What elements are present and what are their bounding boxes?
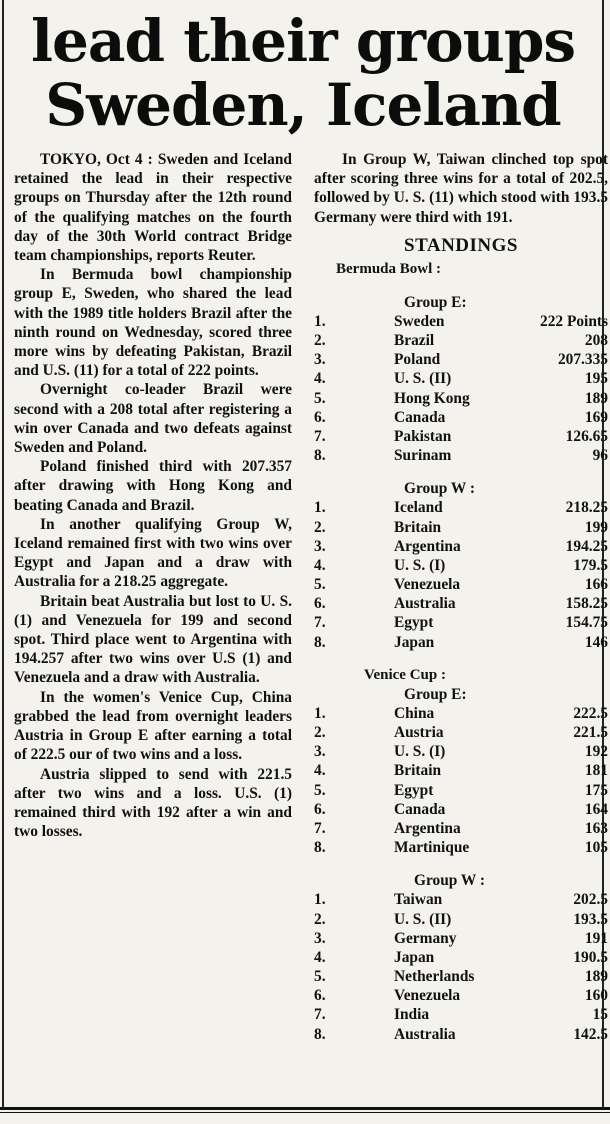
rank: 2. xyxy=(314,518,326,536)
rank: 1. xyxy=(314,891,326,909)
team-name: Iceland xyxy=(394,499,443,517)
team-name: Britain xyxy=(394,518,442,536)
standings-row xyxy=(314,723,608,742)
rank: 3. xyxy=(314,929,326,947)
standings-row xyxy=(314,704,608,723)
standings-row xyxy=(314,556,608,575)
article-paragraph: In Bermuda bowl championship group E, Sweden, who shared the lead with the 1989 title holders Brazil after the ninth round on Wednesday, scored three more wins by defeating Pakistan, Brazil and U.S. (11) for a total of 222 points. xyxy=(14,266,292,380)
team-score: 222.5 xyxy=(573,704,608,722)
rank: 7. xyxy=(314,1006,326,1024)
standings-row xyxy=(314,1025,608,1044)
standings-row xyxy=(314,838,608,857)
rank: 3. xyxy=(314,743,326,761)
team-score: 126.65 xyxy=(565,427,608,445)
rank: 2. xyxy=(314,910,326,928)
rank: 5. xyxy=(314,389,326,407)
standings-row xyxy=(314,948,608,967)
team-score: 222 Points xyxy=(540,312,608,330)
standings-row xyxy=(314,967,608,986)
rank: 5. xyxy=(314,576,326,594)
team-name: Japan xyxy=(394,633,435,651)
team-score: 164 xyxy=(584,800,608,818)
headline-line-1: lead their groups xyxy=(30,7,576,75)
team-name: Venezuela xyxy=(394,987,461,1005)
standings-row xyxy=(314,446,608,465)
team-score: 15 xyxy=(592,1006,608,1024)
standings-title: STANDINGS xyxy=(404,234,518,256)
team-score: 169 xyxy=(584,408,608,426)
article-left-column xyxy=(14,150,292,841)
bermuda-group-w-table xyxy=(314,498,608,652)
rank: 8. xyxy=(314,839,326,857)
newspaper-clipping xyxy=(2,0,608,1108)
standings-row xyxy=(314,929,608,948)
team-score: 199 xyxy=(584,518,608,536)
article-paragraph: Overnight co-leader Brazil were second with a 208 total after registering a win over Canada and two defeats against Sweden and Poland. xyxy=(14,381,292,457)
rank: 4. xyxy=(314,370,326,388)
team-name: China xyxy=(394,704,435,722)
team-name: Australia xyxy=(394,1025,456,1043)
rank: 8. xyxy=(314,633,326,651)
rank: 8. xyxy=(314,447,326,465)
venice-group-e-label: Group E: xyxy=(404,685,467,703)
standings-row xyxy=(314,910,608,929)
team-name: Canada xyxy=(394,408,446,426)
team-name: Brazil xyxy=(394,332,435,349)
team-name: Argentina xyxy=(394,819,461,837)
standings-row xyxy=(314,575,608,594)
rank: 5. xyxy=(314,781,326,799)
venice-cup-label: Venice Cup : xyxy=(364,666,446,683)
article-paragraph: In the women's Venice Cup, China grabbed the lead from overnight leaders Austria in Group E after earning a total of 222.5 our of two wins and a loss. xyxy=(14,688,292,764)
team-score: 207.335 xyxy=(557,351,608,369)
rank: 1. xyxy=(314,312,326,330)
team-name: Australia xyxy=(394,595,456,613)
rank: 2. xyxy=(314,724,326,741)
standings-row xyxy=(314,369,608,388)
bottom-rule-thin xyxy=(0,1112,610,1113)
team-name: Egypt xyxy=(394,781,434,799)
team-name: Pakistan xyxy=(394,427,452,445)
standings-row xyxy=(314,537,608,556)
team-score: 202.5 xyxy=(573,891,608,909)
bermuda-group-w-label: Group W : xyxy=(404,480,475,498)
standings-row xyxy=(314,331,608,350)
team-score: 146 xyxy=(584,633,608,651)
standings-row xyxy=(314,781,608,800)
standings-row xyxy=(314,594,608,613)
team-score: 208 xyxy=(584,332,608,349)
team-name: India xyxy=(394,1006,430,1024)
standings-row xyxy=(314,761,608,780)
article-paragraph: Austria slipped to send with 221.5 after two wins and a loss. U.S. (1) remained third with 192 after a win and two losses. xyxy=(14,765,292,841)
standings-row xyxy=(314,1005,608,1024)
team-score: 166 xyxy=(584,576,608,594)
rank: 6. xyxy=(314,408,326,426)
team-score: 96 xyxy=(592,447,608,465)
team-name: U. S. (II) xyxy=(394,910,452,928)
article-paragraph: Poland finished third with 207.357 after drawing with Hong Kong and beating Canada and Brazil. xyxy=(14,458,292,514)
team-score: 181 xyxy=(584,762,608,780)
team-name: Taiwan xyxy=(394,891,443,909)
venice-group-e-table xyxy=(314,704,608,858)
team-name: Canada xyxy=(394,800,446,818)
team-score: 175 xyxy=(584,781,608,799)
team-name: Argentina xyxy=(394,537,461,555)
team-score: 193.5 xyxy=(573,910,608,928)
rank: 6. xyxy=(314,987,326,1005)
team-name: Venezuela xyxy=(394,576,461,594)
team-score: 158.25 xyxy=(565,595,608,613)
rank: 2. xyxy=(314,332,326,349)
bermuda-group-e-label: Group E: xyxy=(404,293,467,311)
standings-row xyxy=(314,613,608,632)
team-name: Japan xyxy=(394,948,435,966)
rank: 3. xyxy=(314,537,326,555)
article-paragraph: TOKYO, Oct 4 : Sweden and Iceland retained the lead in their respective groups on Thursday after the 12th round of the qualifying matches on the fourth day of the 30th World contract Bridge team championships, reports Reuter. xyxy=(14,151,292,265)
team-score: 142.5 xyxy=(573,1025,608,1043)
team-name: Poland xyxy=(394,351,441,369)
standings-row xyxy=(314,742,608,761)
article-columns xyxy=(14,150,608,1108)
team-score: 192 xyxy=(584,743,608,761)
team-name: U. S. (I) xyxy=(394,556,446,574)
rank: 6. xyxy=(314,800,326,818)
team-name: Surinam xyxy=(394,447,452,465)
rank: 3. xyxy=(314,351,326,369)
headline-line-2: Sweden, Iceland xyxy=(45,71,561,139)
standings-row xyxy=(314,518,608,537)
team-name: Hong Kong xyxy=(394,389,470,407)
rank: 4. xyxy=(314,556,326,574)
team-name: U. S. (I) xyxy=(394,743,446,761)
standings-row xyxy=(314,986,608,1005)
rank: 1. xyxy=(314,704,326,722)
venice-group-w-table xyxy=(314,890,608,1044)
team-name: Netherlands xyxy=(394,968,475,986)
standings-row xyxy=(314,389,608,408)
rank: 6. xyxy=(314,595,326,613)
standings-row xyxy=(314,427,608,446)
rank: 7. xyxy=(314,819,326,837)
rank: 4. xyxy=(314,762,326,780)
rank: 8. xyxy=(314,1025,326,1043)
standings-row xyxy=(314,890,608,909)
team-name: Egypt xyxy=(394,614,434,632)
standings-row xyxy=(314,800,608,819)
team-name: Germany xyxy=(394,929,457,947)
venice-group-w-label: Group W : xyxy=(414,872,485,890)
rank: 1. xyxy=(314,499,326,517)
rank: 4. xyxy=(314,948,326,966)
team-score: 189 xyxy=(584,968,608,986)
team-score: 190.5 xyxy=(573,948,608,966)
team-name: U. S. (II) xyxy=(394,370,452,388)
team-score: 154.75 xyxy=(565,614,608,632)
team-score: 191 xyxy=(584,929,608,947)
team-score: 194.25 xyxy=(565,537,608,555)
bermuda-group-e-table xyxy=(314,312,608,466)
article-right-column xyxy=(314,150,608,1044)
standings-row xyxy=(314,350,608,369)
team-score: 195 xyxy=(584,370,608,388)
standings-row xyxy=(314,312,608,331)
standings-row xyxy=(314,498,608,517)
article-paragraph: Britain beat Australia but lost to U. S. (1) and Venezuela for 199 and second spot. Third place went to Argentina with 194.257 after two wins over U.S (1) and Venezuela and a draw with Australia. xyxy=(14,592,292,687)
article-paragraph: In another qualifying Group W, Iceland remained first with two wins over Egypt and Japan and a draw with Australia for a 218.25 aggregate. xyxy=(14,515,292,591)
team-name: Austria xyxy=(394,724,444,741)
standings-row xyxy=(314,819,608,838)
team-score: 160 xyxy=(584,987,608,1005)
team-score: 163 xyxy=(584,819,608,837)
team-score: 189 xyxy=(584,389,608,407)
team-score: 221.5 xyxy=(573,724,608,741)
bermuda-bowl-label: Bermuda Bowl : xyxy=(336,260,441,277)
team-name: Britain xyxy=(394,762,442,780)
team-score: 105 xyxy=(584,839,608,857)
team-name: Martinique xyxy=(394,839,470,857)
rank: 7. xyxy=(314,427,326,445)
team-name: Sweden xyxy=(394,312,445,330)
team-score: 218.25 xyxy=(565,499,608,517)
standings-row xyxy=(314,408,608,427)
standings-row xyxy=(314,633,608,652)
bottom-rule xyxy=(0,1107,610,1110)
rank: 7. xyxy=(314,614,326,632)
rank: 5. xyxy=(314,968,326,986)
article-paragraph: In Group W, Taiwan clinched top spot after scoring three wins for a total of 202.5, followed by U. S. (11) which stood with 193.5 Germany were third with 191. xyxy=(314,151,608,226)
team-score: 179.5 xyxy=(573,556,608,574)
